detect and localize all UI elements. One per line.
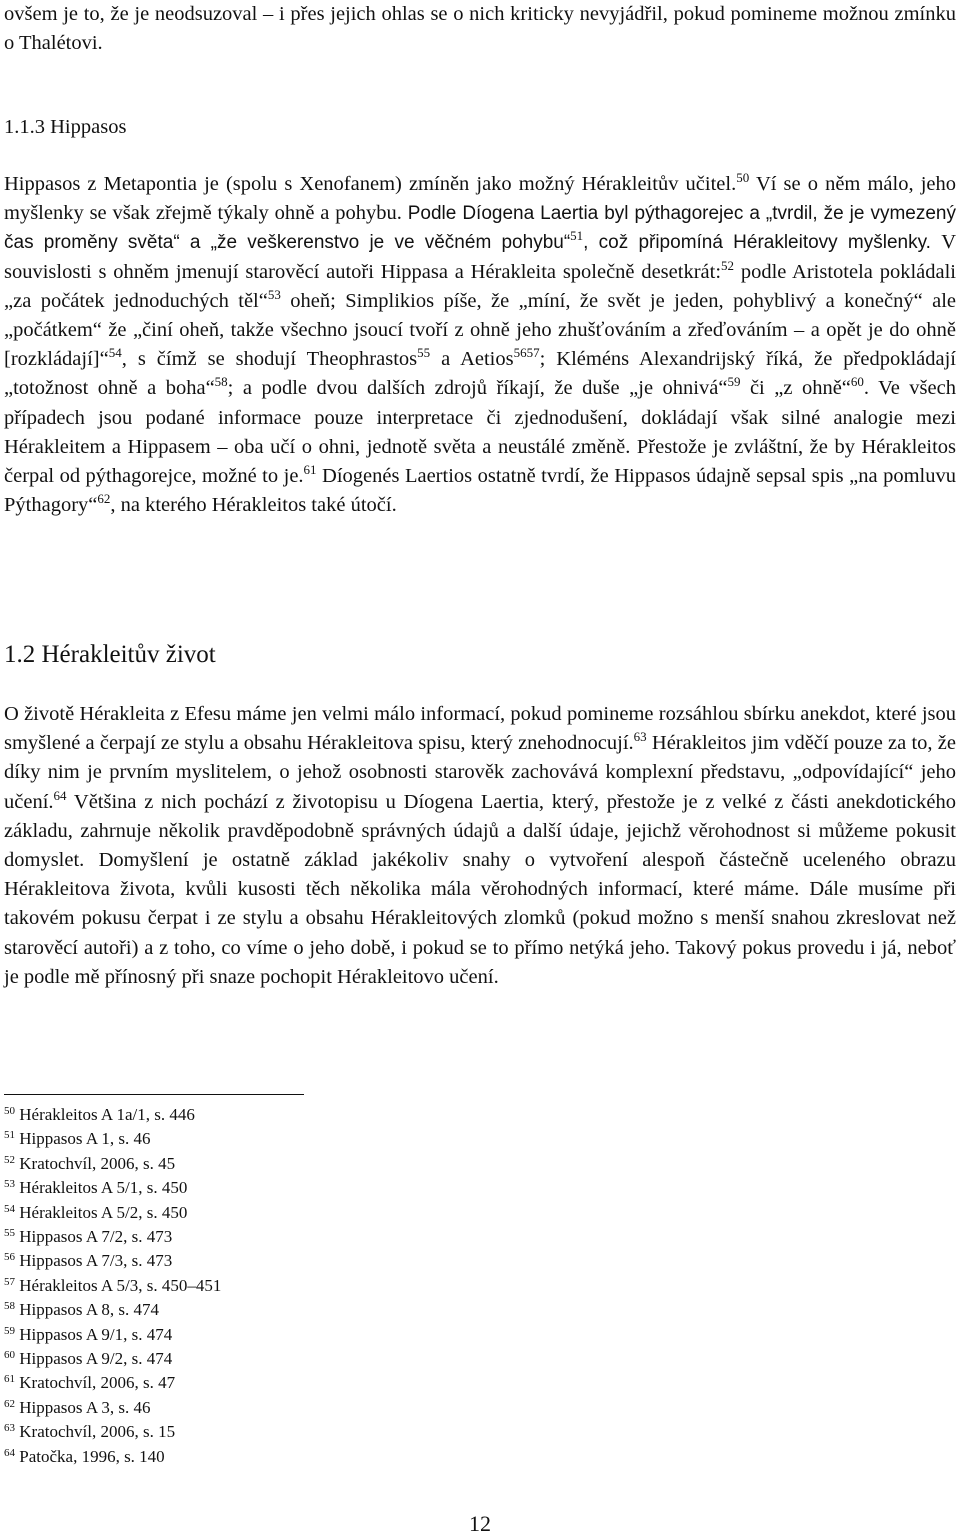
text-segment: či „z ohně“	[740, 377, 851, 400]
footnote-ref-56-57: 5657	[513, 345, 540, 361]
footnote-ref-53: 53	[267, 286, 281, 302]
footnote-text: Hippasos A 9/2, s. 474	[19, 1349, 173, 1369]
text-segment: podle Aristotela pokládali „za počátek jednoduchých těl“	[4, 260, 956, 312]
text-segment: a Aetios	[430, 348, 514, 371]
footnote-text: Hippasos A 1, s. 46	[19, 1129, 151, 1149]
text-segment: O životě Hérakleita z Efesu máme jen velmi málo informací, pokud pomineme rozsáhlou sbírku anekdot, které jsou smyšlené a čerpají ze stylu a obsahu Hérakleitova spisu, který znehodnocují.	[4, 703, 956, 755]
footnote-ref-61: 61	[303, 461, 317, 477]
footnote-number: 53	[4, 1178, 15, 1191]
footnote-text: Hippasos A 8, s. 474	[19, 1300, 160, 1320]
text-segment: Podle Díogena Laertia byl pýthagorejec a „tvrdil, že je vymezený čas proměny světa“ a „že veškerenstvo je ve věčném pohybu“	[4, 203, 956, 254]
footnote-ref-58: 58	[214, 374, 228, 390]
footnotes-list	[4, 1103, 956, 1469]
footnote-number: 58	[4, 1300, 15, 1313]
footnote-text: Kratochvíl, 2006, s. 15	[19, 1422, 176, 1442]
text-segment: Většina z nich pochází z životopisu u Díogena Laertia, který, přestože je z velké z části anekdotického základu, zahrnuje několik pravděpodobně správných údajů a další údaje, jejichž věrohodnost si můžeme pokusit domyslet. Domyšlení je ostatně základ jakékoliv snahy o vytvoření alespoň částečně uceleného obrazu Hérakleitova života, kvůli kusosti těch několika mála věrohodných informací, které máme. Dále musíme při takovém pokusu čerpat i ze stylu a obsahu Hérakleitových zlomků (pokud možno s menší snahou zkreslovat než starověcí autoři) a z toho, co víme o jeho době, i pokud se to přímo netýká jeho. Takový pokus provedu i já, neboť je podle mě přínosný při snaze pochopit Hérakleitovo učení.	[4, 790, 956, 988]
hippasos-paragraph	[4, 170, 956, 520]
footnote-63	[4, 1420, 956, 1444]
footnote-ref-64: 64	[53, 787, 67, 803]
footnote-number: 61	[4, 1373, 15, 1386]
life-paragraph	[4, 700, 956, 992]
page-number: 12	[469, 1511, 491, 1536]
footnote-text: Patočka, 1996, s. 140	[19, 1446, 165, 1466]
footnote-ref-62: 62	[97, 491, 111, 507]
text-segment: Ví se o něm málo, jeho myšlenky se však zřejmě týkaly ohně a pohybu.	[4, 173, 956, 225]
section-heading-1-2: 1.2 Hérakleitův život	[4, 641, 216, 668]
footnote-58	[4, 1298, 956, 1322]
continuation-paragraph: ovšem je to, že je neodsuzoval – i přes jejich ohlas se o nich kriticky nevyjádřil, pokud pomineme možnou zmínku o Thalétovi.	[4, 3, 956, 55]
footnote-text: Hérakleitos A 1a/1, s. 446	[19, 1105, 195, 1124]
footnote-number: 54	[4, 1202, 15, 1215]
footnote-53	[4, 1176, 956, 1200]
footnote-62	[4, 1396, 956, 1420]
footnote-text: Hérakleitos A 5/1, s. 450	[19, 1178, 188, 1198]
text-segment: ; a podle dvou dalších zdrojů říkají, že duše „je ohnivá“	[227, 377, 728, 400]
text-segment: , s čímž se shodují Theophrastos	[121, 348, 418, 371]
footnote-text: Hippasos A 7/3, s. 473	[19, 1251, 173, 1271]
footnote-51	[4, 1127, 956, 1151]
footnote-ref-59: 59	[727, 374, 741, 390]
footnote-number: 50	[4, 1104, 15, 1117]
footnote-55	[4, 1225, 956, 1249]
text-segment: ; Kléméns Alexandrijský říká, že předpokládají „totožnost ohně a boha“	[4, 348, 957, 400]
footnote-number: 63	[4, 1422, 15, 1435]
footnote-56	[4, 1249, 956, 1273]
footnote-61	[4, 1371, 956, 1395]
footnote-number: 59	[4, 1324, 15, 1337]
footnote-59	[4, 1323, 956, 1347]
footnote-50	[4, 1103, 956, 1127]
footnote-text: Hippasos A 9/1, s. 474	[19, 1324, 173, 1344]
footnote-64	[4, 1445, 956, 1469]
text-segment: Díogenés Laertios ostatně tvrdí, že Hippasos údajně sepsal spis „na pomluvu Pýthagory“	[4, 465, 956, 517]
text-segment: oheň; Simplikios píše, že „míní, že svět je jeden, pohyblivý a konečný“ ale „počátkem“ že „činí oheň, takže všechno jsoucí tvoří z ohně jeho zhušťováním a zřeďováním – a opět je do ohně [rozkládají]“	[4, 289, 956, 371]
footnote-number: 52	[4, 1153, 15, 1166]
footnote-52	[4, 1152, 956, 1176]
footnote-ref-63: 63	[633, 729, 647, 745]
footnote-number: 62	[4, 1397, 15, 1410]
footnote-ref-51: 51	[570, 228, 584, 244]
footnote-separator	[4, 1094, 304, 1095]
footnote-text: Hippasos A 3, s. 46	[19, 1397, 151, 1417]
footnote-ref-50: 50	[736, 169, 750, 185]
text-segment: . Ve všech případech jsou podané informace pouze interpretace či zjednodušení, dokládají však silné analogie mezi Hérakleitem a Hippasem – oba učí o ohni, jednotě světa a neustálé změně. Přestože je zvláštní, že by Hérakleitos čerpal od pýthagorejce, možné to je.	[4, 377, 956, 488]
footnote-number: 51	[4, 1129, 15, 1142]
footnote-text: Hérakleitos A 5/3, s. 450–451	[19, 1275, 222, 1295]
footnote-60	[4, 1347, 956, 1371]
footnote-text: Kratochvíl, 2006, s. 47	[19, 1373, 176, 1393]
footnote-number: 60	[4, 1349, 15, 1362]
footnote-54	[4, 1201, 956, 1225]
footnote-ref-52: 52	[721, 257, 735, 273]
section-heading-1-1-3: 1.1.3 Hippasos	[4, 116, 127, 138]
text-segment: Hérakleitos jim vděčí pouze za to, že díky nim je prvním myslitelem, o jehož osobnosti starověk zachovává komplexní představu, „odpovídající“ jeho učení.	[4, 732, 956, 813]
footnote-number: 55	[4, 1226, 15, 1239]
text-segment: Hippasos z Metapontia je (spolu s Xenofanem) zmíněn jako možný Hérakleitův učitel.	[4, 173, 737, 195]
text-segment: , na kterého Hérakleitos také útočí.	[110, 494, 397, 517]
text-segment: V souvislosti s ohněm jmenují starověcí autoři Hippasa a Hérakleita společně desetkrát:	[4, 231, 956, 283]
footnote-ref-55: 55	[417, 345, 431, 361]
footnote-ref-60: 60	[850, 374, 864, 390]
footnote-ref-54: 54	[108, 345, 122, 361]
footnote-number: 56	[4, 1251, 15, 1264]
text-segment: , což připomíná Hérakleitovy myšlenky.	[583, 232, 942, 254]
footnote-57	[4, 1274, 956, 1298]
footnote-number: 64	[4, 1446, 15, 1459]
footnote-number: 57	[4, 1275, 15, 1288]
footnote-text: Hippasos A 7/2, s. 473	[19, 1227, 173, 1247]
footnote-text: Hérakleitos A 5/2, s. 450	[19, 1202, 188, 1222]
footnote-text: Kratochvíl, 2006, s. 45	[19, 1153, 176, 1173]
